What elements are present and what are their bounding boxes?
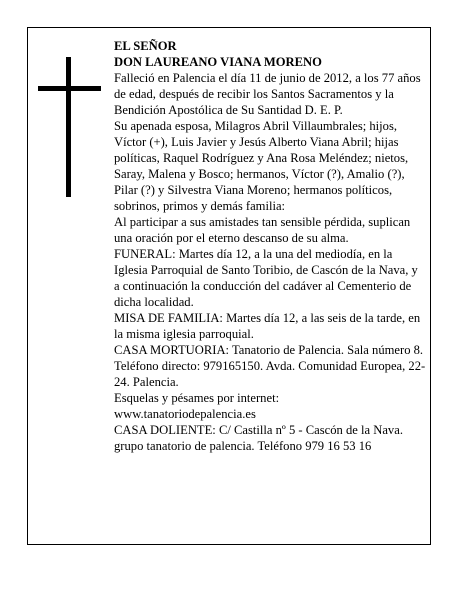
prayer-request: Al participar a sus amistades tan sensible pérdida, suplican una oración por el eterno descanso de su alma. — [114, 215, 411, 245]
mortuary-info: CASA MORTUORIA: Tanatorio de Palencia. Sala número 8. Teléfono directo: 979165150. Avda. Comunidad Europea, 22-24. Palencia. — [114, 343, 426, 389]
title-line-1: EL SEÑOR — [114, 39, 177, 53]
cross-horizontal-bar — [38, 86, 101, 91]
deceased-name: DON LAUREANO VIANA MORENO — [114, 55, 322, 69]
website-url: www.tanatoriodepalencia.es — [114, 407, 256, 421]
mourning-house-info: CASA DOLIENTE: C/ Castilla nº 5 - Cascón de la Nava. — [114, 423, 403, 437]
cross-vertical-bar — [66, 57, 71, 197]
funeral-home-contact: grupo tanatorio de palencia. Teléfono 979 16 53 16 — [114, 439, 372, 453]
death-notice: Falleció en Palencia el día 11 de junio de 2012, a los 77 años de edad, después de recibir los Santos Sacramentos y la Bendición Apostólica de Su Santidad D. E. P. — [114, 71, 421, 117]
internet-notice: Esquelas y pésames por internet: — [114, 391, 280, 405]
funeral-info: FUNERAL: Martes día 12, a la una del mediodía, en la Iglesia Parroquial de Santo Toribio, de Cascón de la Nava, y a continuación la conducción del cadáver al Cementerio de dicha localidad. — [114, 247, 418, 309]
family-mass-info: MISA DE FAMILIA: Martes día 12, a las seis de la tarde, en la misma iglesia parroquial. — [114, 311, 421, 341]
family-list: Su apenada esposa, Milagros Abril Villaumbrales; hijos, Víctor (+), Luis Javier y Jesús Alberto Viana Abril; hijas políticas, Raquel Rodríguez y Ana Rosa Meléndez; nietos, Saray, Malena y Bosco; hermanos, Víctor (?), Amalio (?), Pilar (?) y Silvestra Viana Moreno; hermanos políticos, sobrinos, primos y demás familia: — [114, 119, 409, 213]
obituary-text — [114, 38, 426, 454]
